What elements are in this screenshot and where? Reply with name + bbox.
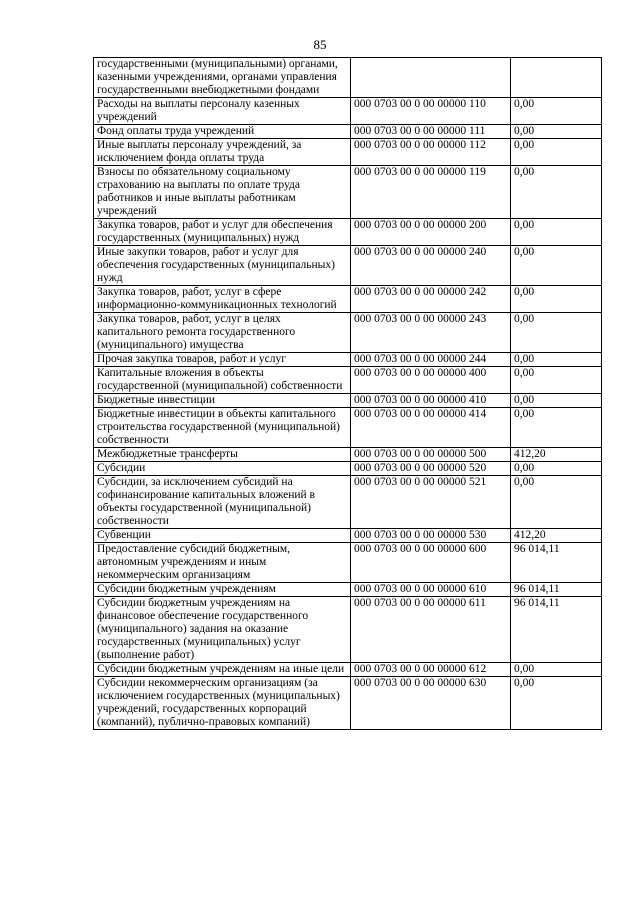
row-amount-cell: 0,00 — [511, 462, 602, 476]
table-row — [94, 476, 602, 529]
row-name-cell: Субсидии бюджетным учреждениям — [94, 583, 351, 597]
row-code-cell: 000 0703 00 0 00 00000 530 — [351, 529, 511, 543]
table-row — [94, 394, 602, 408]
row-amount-cell: 96 014,11 — [511, 583, 602, 597]
row-name-cell: Субсидии, за исключением субсидий на софинансирование капитальных вложений в объекты государственной (муниципальной) собственности — [94, 476, 351, 529]
row-amount-cell: 0,00 — [511, 677, 602, 730]
table-row — [94, 246, 602, 286]
row-name-cell: Фонд оплаты труда учреждений — [94, 125, 351, 139]
row-name-cell: Иные выплаты персоналу учреждений, за исключением фонда оплаты труда — [94, 139, 351, 166]
table-row — [94, 98, 602, 125]
budget-table — [93, 57, 602, 730]
row-code-cell: 000 0703 00 0 00 00000 110 — [351, 98, 511, 125]
row-code-cell: 000 0703 00 0 00 00000 200 — [351, 219, 511, 246]
row-code-cell: 000 0703 00 0 00 00000 414 — [351, 408, 511, 448]
row-amount-cell: 0,00 — [511, 98, 602, 125]
table-row — [94, 448, 602, 462]
row-amount-cell: 412,20 — [511, 448, 602, 462]
row-code-cell: 000 0703 00 0 00 00000 610 — [351, 583, 511, 597]
row-name-cell: Иные закупки товаров, работ и услуг для обеспечения государственных (муниципальных) нужд — [94, 246, 351, 286]
table-row — [94, 529, 602, 543]
table-row — [94, 367, 602, 394]
row-amount-cell: 0,00 — [511, 408, 602, 448]
row-code-cell: 000 0703 00 0 00 00000 242 — [351, 286, 511, 313]
table-row — [94, 166, 602, 219]
row-code-cell: 000 0703 00 0 00 00000 244 — [351, 353, 511, 367]
row-amount-cell: 0,00 — [511, 353, 602, 367]
row-name-cell: Закупка товаров, работ, услуг в целях капитального ремонта государственного (муниципального) имущества — [94, 313, 351, 353]
row-code-cell: 000 0703 00 0 00 00000 119 — [351, 166, 511, 219]
table-row — [94, 353, 602, 367]
table-row — [94, 139, 602, 166]
table-row — [94, 677, 602, 730]
row-amount-cell: 0,00 — [511, 663, 602, 677]
row-name-cell: Субвенции — [94, 529, 351, 543]
row-code-cell: 000 0703 00 0 00 00000 400 — [351, 367, 511, 394]
row-amount-cell: 0,00 — [511, 139, 602, 166]
row-amount-cell: 0,00 — [511, 313, 602, 353]
row-name-cell: Субсидии — [94, 462, 351, 476]
table-row — [94, 408, 602, 448]
row-name-cell: Бюджетные инвестиции — [94, 394, 351, 408]
row-name-cell: Расходы на выплаты персоналу казенных учреждений — [94, 98, 351, 125]
row-amount-cell: 0,00 — [511, 286, 602, 313]
budget-table-body — [94, 58, 602, 730]
row-code-cell: 000 0703 00 0 00 00000 112 — [351, 139, 511, 166]
table-row — [94, 313, 602, 353]
table-row — [94, 583, 602, 597]
row-amount-cell: 412,20 — [511, 529, 602, 543]
row-name-cell: Закупка товаров, работ и услуг для обеспечения государственных (муниципальных) нужд — [94, 219, 351, 246]
row-amount-cell: 96 014,11 — [511, 597, 602, 663]
table-row — [94, 286, 602, 313]
row-code-cell: 000 0703 00 0 00 00000 630 — [351, 677, 511, 730]
row-name-cell: Межбюджетные трансферты — [94, 448, 351, 462]
row-code-cell: 000 0703 00 0 00 00000 611 — [351, 597, 511, 663]
page-number: 85 — [313, 37, 327, 52]
row-name-cell: Субсидии бюджетным учреждениям на иные цели — [94, 663, 351, 677]
row-code-cell: 000 0703 00 0 00 00000 521 — [351, 476, 511, 529]
row-name-cell: государственными (муниципальными) органами, казенными учреждениями, органами управления государственными внебюджетными фондами — [94, 58, 351, 98]
row-name-cell: Предоставление субсидий бюджетным, автономным учреждениям и иным некоммерческим организациям — [94, 543, 351, 583]
row-amount-cell: 0,00 — [511, 476, 602, 529]
row-amount-cell: 0,00 — [511, 367, 602, 394]
row-amount-cell: 0,00 — [511, 219, 602, 246]
table-row — [94, 597, 602, 663]
table-row — [94, 58, 602, 98]
row-code-cell: 000 0703 00 0 00 00000 500 — [351, 448, 511, 462]
row-amount-cell: 0,00 — [511, 125, 602, 139]
table-row — [94, 462, 602, 476]
row-amount-cell: 0,00 — [511, 166, 602, 219]
table-row — [94, 219, 602, 246]
row-code-cell: 000 0703 00 0 00 00000 612 — [351, 663, 511, 677]
row-code-cell: 000 0703 00 0 00 00000 243 — [351, 313, 511, 353]
row-name-cell: Взносы по обязательному социальному страхованию на выплаты по оплате труда работников и иные выплаты работникам учреждений — [94, 166, 351, 219]
row-name-cell: Прочая закупка товаров, работ и услуг — [94, 353, 351, 367]
row-code-cell: 000 0703 00 0 00 00000 520 — [351, 462, 511, 476]
row-code-cell: 000 0703 00 0 00 00000 410 — [351, 394, 511, 408]
row-name-cell: Субсидии бюджетным учреждениям на финансовое обеспечение государственного (муниципального) задания на оказание государственных (муниципальных) услуг (выполнение работ) — [94, 597, 351, 663]
row-code-cell — [351, 58, 511, 98]
row-name-cell: Капитальные вложения в объекты государственной (муниципальной) собственности — [94, 367, 351, 394]
row-amount-cell: 0,00 — [511, 246, 602, 286]
row-amount-cell: 0,00 — [511, 394, 602, 408]
row-amount-cell — [511, 58, 602, 98]
row-name-cell: Закупка товаров, работ, услуг в сфере информационно-коммуникационных технологий — [94, 286, 351, 313]
table-row — [94, 543, 602, 583]
row-code-cell: 000 0703 00 0 00 00000 111 — [351, 125, 511, 139]
row-name-cell: Бюджетные инвестиции в объекты капитального строительства государственной (муниципальной) собственности — [94, 408, 351, 448]
table-row — [94, 125, 602, 139]
table-row — [94, 663, 602, 677]
row-code-cell: 000 0703 00 0 00 00000 600 — [351, 543, 511, 583]
row-name-cell: Субсидии некоммерческим организациям (за исключением государственных (муниципальных) учреждений, государственных корпораций (компаний), публично-правовых компаний) — [94, 677, 351, 730]
row-code-cell: 000 0703 00 0 00 00000 240 — [351, 246, 511, 286]
row-amount-cell: 96 014,11 — [511, 543, 602, 583]
